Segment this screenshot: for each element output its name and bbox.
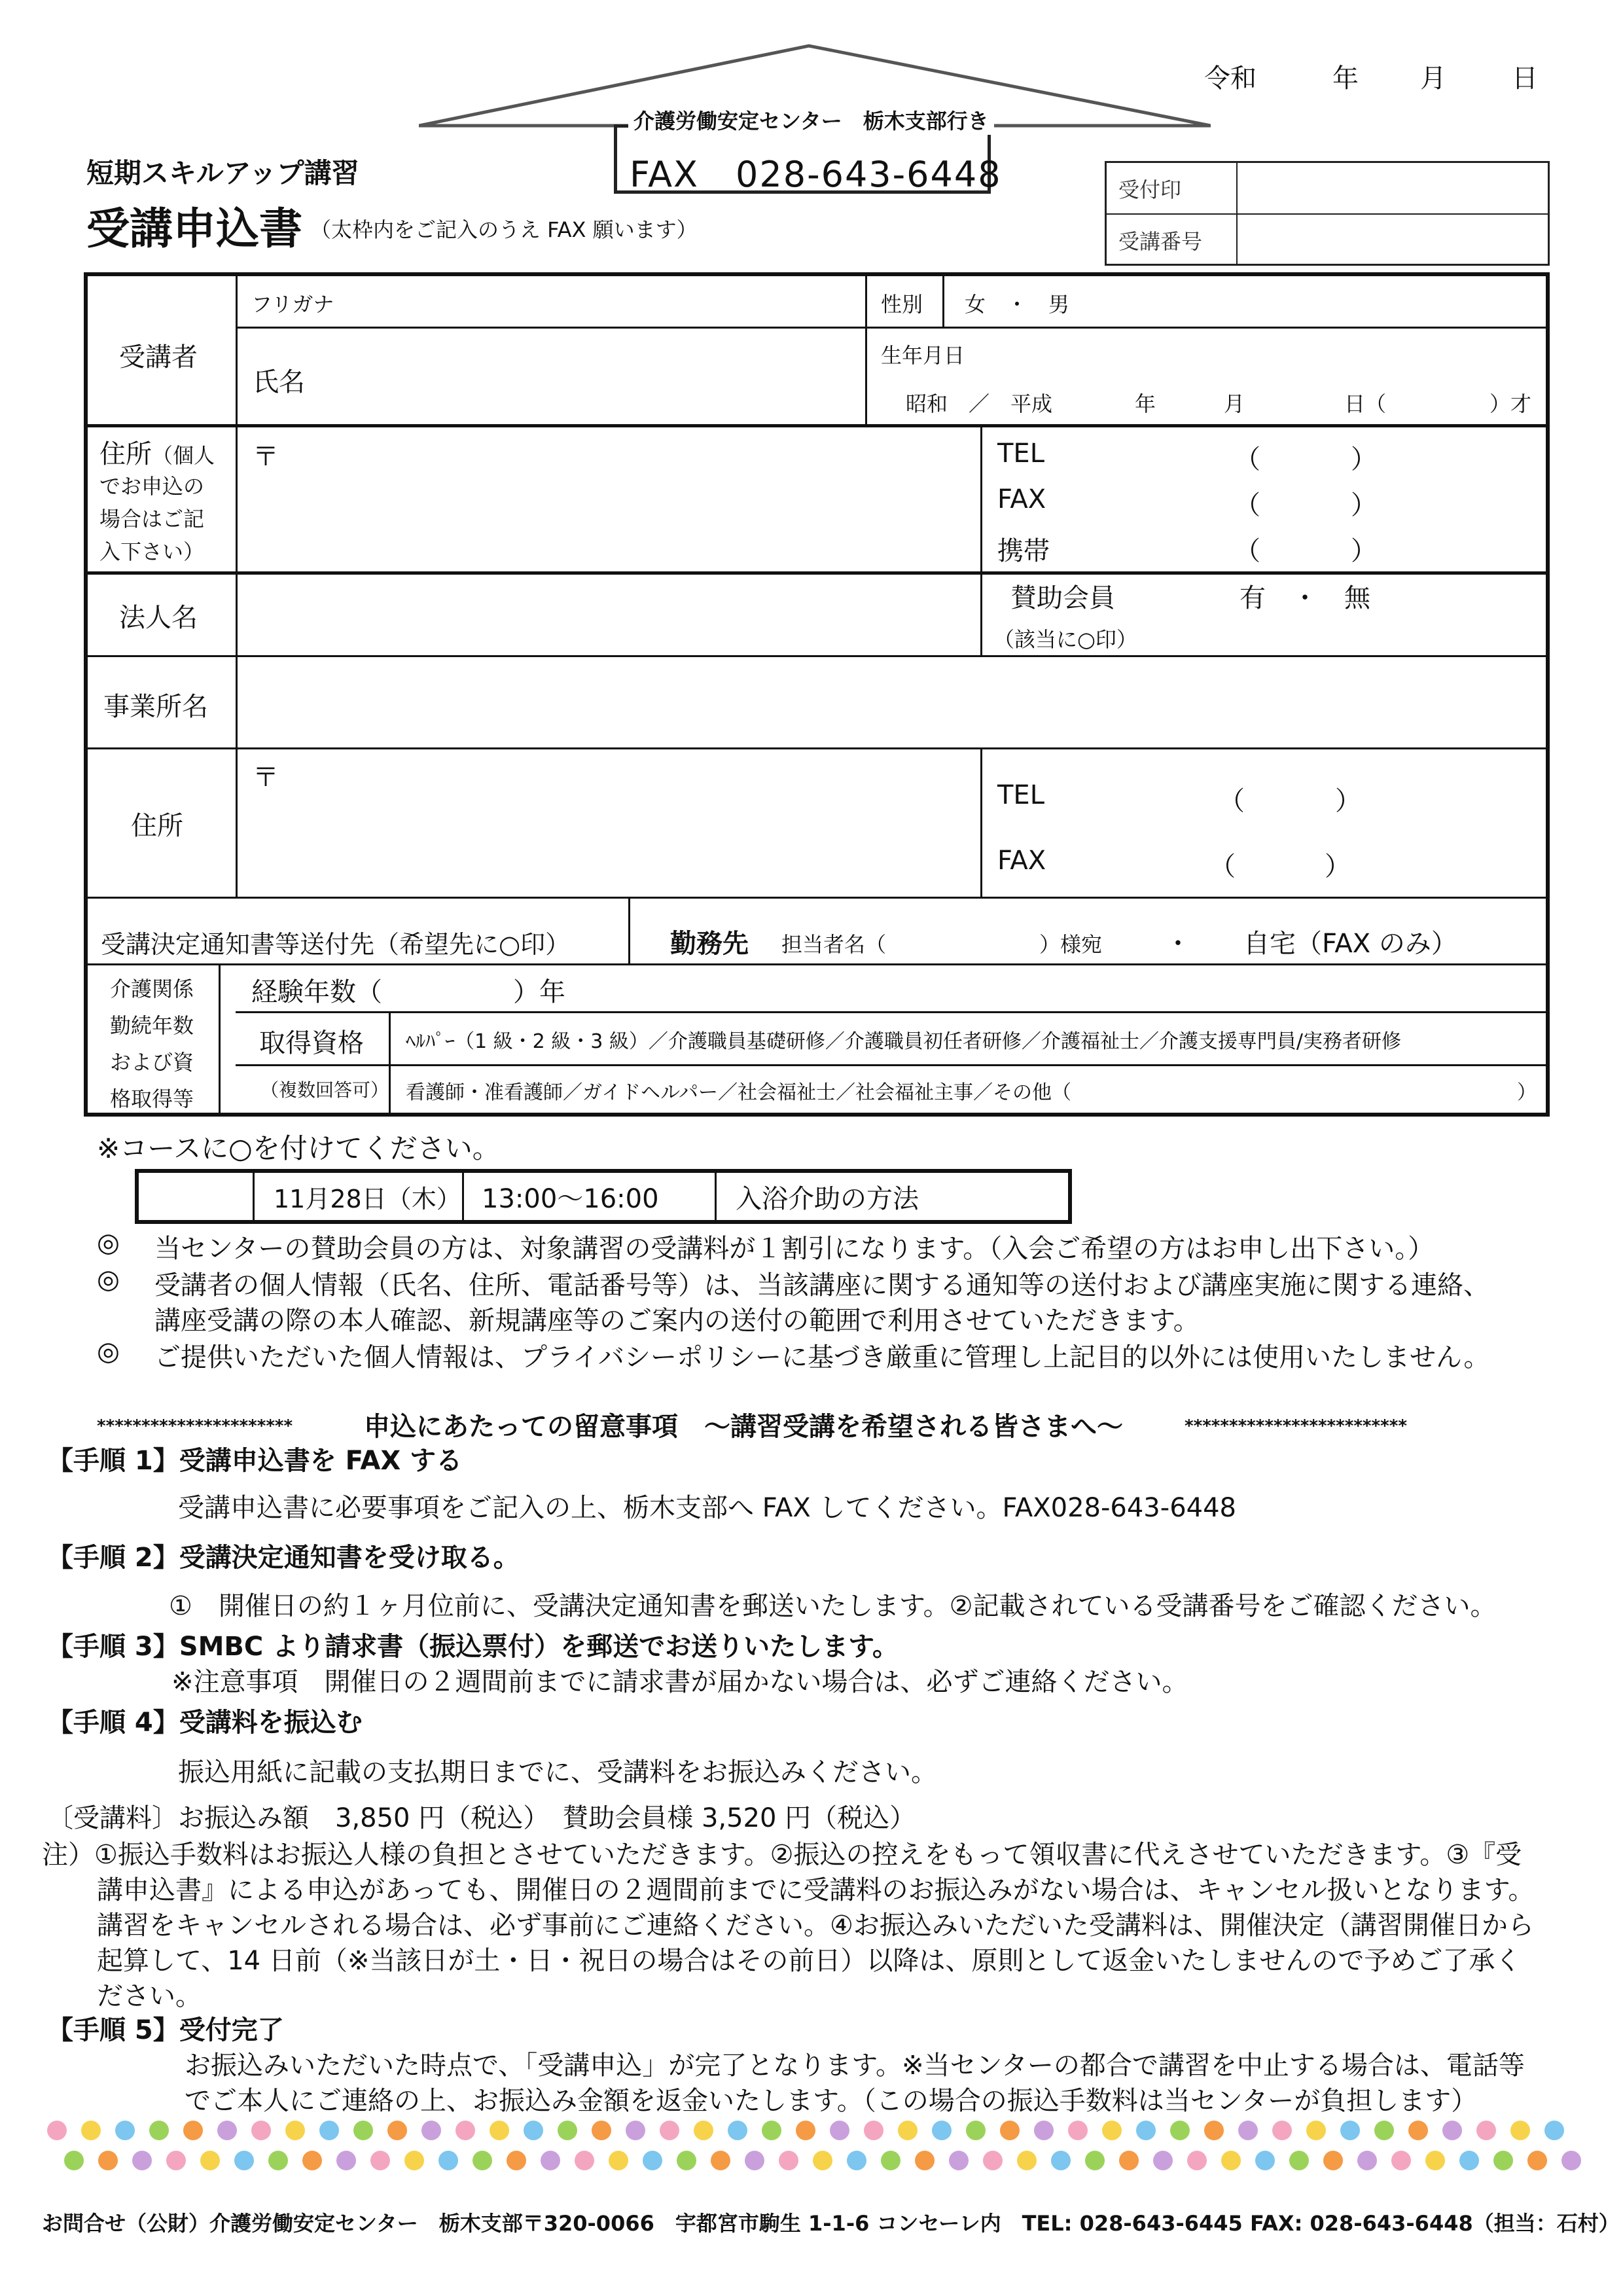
address-note-3: 場合はご記 bbox=[99, 507, 205, 531]
step-2-body: ① 開催日の約１ヶ月位前に、受講決定通知書を郵送いたします。②記載されている受講番号をご確認ください。 bbox=[169, 1591, 1497, 1621]
attendee-label: 受講者 bbox=[119, 342, 198, 372]
decor-dot bbox=[353, 2121, 373, 2140]
decor-dot bbox=[1391, 2151, 1411, 2170]
birthdate-label: 生年月日 bbox=[881, 343, 965, 368]
course-date: 11月28日（木） bbox=[274, 1184, 461, 1213]
decor-dot bbox=[609, 2151, 628, 2170]
fax-number: FAX 028-643-6448 bbox=[630, 154, 1002, 195]
decor-dot bbox=[1017, 2151, 1037, 2170]
decor-dot bbox=[1068, 2121, 1088, 2140]
section-title: 申込にあたっての留意事項 ～講習受講を希望される皆さまへ～ bbox=[364, 1412, 1123, 1442]
decor-dot bbox=[1306, 2121, 1326, 2140]
workplace-option[interactable]: 勤務先 bbox=[670, 929, 749, 959]
fee-note-3: 講習をキャンセルされる場合は、必ず事前にご連絡ください。④お振込みいただいた受講料は、開催決定（講習開催日から bbox=[97, 1910, 1534, 1941]
decor-dot bbox=[813, 2151, 832, 2170]
qualification-label: 取得資格 bbox=[259, 1028, 364, 1058]
office-fax-label: FAX bbox=[997, 846, 1046, 876]
gender-options[interactable]: 女 ・ 男 bbox=[965, 292, 1070, 317]
course-title: 入浴介助の方法 bbox=[736, 1183, 919, 1214]
decor-dot bbox=[490, 2121, 509, 2140]
care-label-1: 介護関係 bbox=[110, 977, 194, 1001]
decor-dot bbox=[149, 2121, 169, 2140]
fee-note-4: 起算して、14 日前（※当該日が土・日・祝日の場合はその前日）以降は、原則として返金いたしませんので予めご了承く bbox=[97, 1946, 1522, 1976]
decor-dot bbox=[1204, 2121, 1224, 2140]
step-2-title: 【手順 2】受講決定通知書を受け取る。 bbox=[47, 1543, 520, 1573]
contact-footer: お問合せ（公財）介護労働安定センター 栃木支部〒320-0066 宇都宮市駒生 1-1-6 コンセーレ内 TEL: 028-643-6445 FAX: 028-643-6448（担当：石村） bbox=[42, 2211, 1620, 2236]
decor-dot bbox=[319, 2121, 339, 2140]
office-address-label: 住所 bbox=[131, 811, 183, 841]
qualification-note: （複数回答可） bbox=[260, 1079, 389, 1101]
fee-line: 〔受講料〕お振込み額 3,850 円（税込） 賛助会員様 3,520 円（税込） bbox=[47, 1803, 916, 1833]
stars-left: ********************** bbox=[97, 1416, 293, 1436]
decor-dot bbox=[1136, 2121, 1156, 2140]
decor-dot bbox=[387, 2121, 407, 2140]
fax-destination: 介護労働安定センター 栃木支部行き bbox=[628, 105, 994, 135]
decor-dot bbox=[592, 2121, 611, 2140]
qualification-paren-close: ） bbox=[1517, 1081, 1537, 1104]
decor-dot bbox=[115, 2121, 135, 2140]
corp-name-label: 法人名 bbox=[119, 603, 198, 633]
qualification-options-1[interactable]: ﾍﾙﾊﾟｰ（1 級・2 級・3 級）／介護職員基礎研修／介護職員初任者研修／介護福祉士／介護支援専門員/実務者研修 bbox=[406, 1030, 1401, 1053]
decor-dot bbox=[915, 2151, 935, 2170]
decor-dot bbox=[251, 2121, 271, 2140]
personal-tel-label: TEL bbox=[997, 439, 1044, 469]
decor-dot bbox=[1408, 2121, 1428, 2140]
address-note-1: （個人 bbox=[152, 443, 215, 468]
decor-dot bbox=[1459, 2151, 1479, 2170]
decor-dot bbox=[1289, 2151, 1309, 2170]
paren-close: ） bbox=[1325, 852, 1351, 882]
decor-dot bbox=[268, 2151, 288, 2170]
decor-dot bbox=[983, 2151, 1003, 2170]
decor-dot bbox=[132, 2151, 152, 2170]
decor-dot bbox=[1085, 2151, 1105, 2170]
furigana-label: フリガナ bbox=[251, 292, 334, 317]
paren-open: （ bbox=[1234, 536, 1260, 566]
fee-note-5: ださい。 bbox=[97, 1981, 202, 2011]
decor-dot bbox=[98, 2151, 118, 2170]
decor-dot bbox=[643, 2151, 662, 2170]
step-5-body-2: でご本人にご連絡の上、お振込み金額を返金いたします。（この場合の振込手数料は当センターが負担します） bbox=[185, 2086, 1478, 2116]
course-select-cell[interactable] bbox=[139, 1173, 253, 1220]
birth-month: 月 bbox=[1224, 391, 1245, 416]
decor-dot bbox=[1323, 2151, 1343, 2170]
paren-close: ） bbox=[1351, 536, 1377, 566]
decor-dot bbox=[541, 2151, 560, 2170]
step-1-body: 受講申込書に必要事項をご記入の上、栃木支部へ FAX してください。FAX028-643-6448 bbox=[178, 1493, 1236, 1523]
home-option[interactable]: 自宅（FAX のみ） bbox=[1243, 929, 1457, 959]
personal-fax-label: FAX bbox=[997, 484, 1046, 514]
birth-year: 年 bbox=[1135, 391, 1156, 416]
birth-age: ）才 bbox=[1489, 391, 1532, 416]
decor-dot bbox=[660, 2121, 679, 2140]
decor-dot bbox=[694, 2121, 713, 2140]
qualification-options-2[interactable]: 看護師・准看護師／ガイドヘルパー／社会福祉士／社会福祉主事／その他（ bbox=[406, 1081, 1071, 1104]
course-instruction: ※コースに○を付けてください。 bbox=[97, 1132, 500, 1164]
support-member-note: （該当に○印） bbox=[993, 627, 1137, 652]
paren-open: （ bbox=[1219, 786, 1245, 816]
date-era: 令和 bbox=[1204, 63, 1257, 94]
decor-dot bbox=[1374, 2121, 1394, 2140]
name-label: 氏名 bbox=[253, 367, 305, 397]
decor-dot bbox=[728, 2121, 747, 2140]
step-3-title: 【手順 3】SMBC より請求書（振込票付）を郵送でお送りいたします。 bbox=[47, 1632, 899, 1662]
step-4-title: 【手順 4】受講料を振込む bbox=[47, 1708, 363, 1738]
care-label-4: 格取得等 bbox=[110, 1086, 194, 1111]
decor-dot bbox=[762, 2121, 781, 2140]
decor-dot bbox=[47, 2121, 67, 2140]
note-mark: ◎ bbox=[97, 1336, 120, 1367]
decor-dot bbox=[217, 2121, 237, 2140]
decor-dot bbox=[1561, 2151, 1581, 2170]
decor-dot bbox=[1102, 2121, 1122, 2140]
postal-mark: 〒 bbox=[253, 442, 279, 472]
course-table bbox=[135, 1169, 1072, 1224]
experience-years[interactable]: 経験年数（ ）年 bbox=[251, 977, 565, 1007]
decor-dot bbox=[779, 2151, 798, 2170]
paren-open: （ bbox=[1209, 852, 1236, 882]
decor-dot bbox=[507, 2151, 526, 2170]
fee-note-1: 注）①振込手数料はお振込人様の負担とさせていただきます。②振込の控えをもって領収書に代えさせていただきます。③『受 bbox=[42, 1840, 1522, 1870]
decor-dot bbox=[1357, 2151, 1377, 2170]
birth-day: 日（ bbox=[1344, 391, 1387, 416]
decor-dot bbox=[1510, 2121, 1530, 2140]
care-label-2: 勤続年数 bbox=[110, 1013, 194, 1038]
date-year: 年 bbox=[1332, 63, 1359, 94]
personal-address-label bbox=[99, 433, 215, 471]
decor-dot bbox=[1442, 2121, 1462, 2140]
decor-dot bbox=[864, 2121, 883, 2140]
decor-dot bbox=[575, 2151, 594, 2170]
care-label-3: および資 bbox=[110, 1050, 194, 1075]
decor-dot bbox=[1051, 2151, 1071, 2170]
decor-dot bbox=[166, 2151, 186, 2170]
course-type: 短期スキルアップ講習 bbox=[86, 157, 359, 189]
paren-close: ） bbox=[1351, 444, 1377, 475]
decor-dot bbox=[898, 2121, 918, 2140]
decor-dot bbox=[932, 2121, 952, 2140]
decor-dot bbox=[421, 2121, 441, 2140]
decor-dot bbox=[1527, 2151, 1547, 2170]
stamp-box bbox=[1105, 161, 1550, 266]
decor-dot bbox=[745, 2151, 764, 2170]
note-privacy-2: 講座受講の際の本人確認、新規講座等のご案内の送付の範囲で利用させていただきます。 bbox=[154, 1306, 1200, 1336]
decor-dot bbox=[966, 2121, 986, 2140]
decor-dot bbox=[626, 2121, 645, 2140]
decor-dot bbox=[1425, 2151, 1445, 2170]
form-note: （太枠内をご記入のうえ FAX 願います） bbox=[310, 217, 698, 242]
decorative-dots bbox=[47, 2115, 1578, 2187]
note-privacy-1: 受講者の個人情報（氏名、住所、電話番号等）は、当該講座に関する通知等の送付および講座実施に関する連絡、 bbox=[154, 1270, 1489, 1300]
decor-dot bbox=[949, 2151, 969, 2170]
postal-mark: 〒 bbox=[253, 762, 279, 793]
form-title: 受講申込書 bbox=[86, 204, 302, 254]
date-month: 月 bbox=[1420, 63, 1446, 94]
decor-dot bbox=[302, 2151, 322, 2170]
reception-number-label: 受講番号 bbox=[1107, 215, 1238, 265]
application-form bbox=[84, 272, 1550, 1117]
birthdate-era[interactable]: 昭和 ／ 平成 bbox=[906, 391, 1053, 416]
decor-dot bbox=[81, 2121, 101, 2140]
decor-dot bbox=[847, 2151, 866, 2170]
contact-person-label: 担当者名（ bbox=[781, 932, 887, 957]
decor-dot bbox=[1340, 2121, 1360, 2140]
decor-dot bbox=[183, 2121, 203, 2140]
decor-dot bbox=[370, 2151, 390, 2170]
decor-dot bbox=[711, 2151, 730, 2170]
decor-dot bbox=[524, 2121, 543, 2140]
support-member-options[interactable]: 有 ・ 無 bbox=[1240, 583, 1370, 613]
decor-dot bbox=[64, 2151, 84, 2170]
decor-dot bbox=[1153, 2151, 1173, 2170]
office-name-label: 事業所名 bbox=[103, 692, 208, 722]
address-note-2: でお申込の bbox=[99, 474, 205, 499]
decor-dot bbox=[1034, 2121, 1054, 2140]
note-privacy-3: ご提供いただいた個人情報は、プライバシーポリシーに基づき厳重に管理し上記目的以外には使用いたしません。 bbox=[154, 1342, 1490, 1372]
stars-right: ************************* bbox=[1185, 1416, 1407, 1436]
step-5-title: 【手順 5】受付完了 bbox=[47, 2015, 284, 2045]
paren-close: ） bbox=[1351, 490, 1377, 520]
support-member-label: 賛助会員 bbox=[1010, 583, 1115, 613]
decor-dot bbox=[1238, 2121, 1258, 2140]
course-time: 13:00〜16:00 bbox=[482, 1183, 659, 1214]
step-5-body-1: お振込みいただいた時点で、「受講申込」が完了となります。※当センターの都合で講習を中止する場合は、電話等 bbox=[185, 2051, 1525, 2081]
note-mark: ◎ bbox=[97, 1228, 120, 1258]
step-1-title: 【手順 1】受講申込書を FAX する bbox=[47, 1446, 463, 1476]
decor-dot bbox=[1544, 2121, 1564, 2140]
decor-dot bbox=[1272, 2121, 1292, 2140]
decor-dot bbox=[1255, 2151, 1275, 2170]
option-separator: ・ bbox=[1165, 929, 1191, 959]
decor-dot bbox=[200, 2151, 220, 2170]
note-mark: ◎ bbox=[97, 1265, 120, 1295]
gender-label: 性別 bbox=[881, 292, 923, 317]
fee-note-2: 講申込書』による申込があっても、開催日の２週間前までに受講料のお振込みがない場合は、キャンセル扱いとなります。 bbox=[97, 1875, 1535, 1905]
date-day: 日 bbox=[1512, 63, 1538, 94]
decor-dot bbox=[336, 2151, 356, 2170]
decor-dot bbox=[796, 2121, 815, 2140]
paren-open: （ bbox=[1234, 444, 1260, 475]
decor-dot bbox=[1170, 2121, 1190, 2140]
decor-dot bbox=[1493, 2151, 1513, 2170]
decor-dot bbox=[1000, 2121, 1020, 2140]
decor-dot bbox=[404, 2151, 424, 2170]
decor-dot bbox=[881, 2151, 901, 2170]
decor-dot bbox=[1119, 2151, 1139, 2170]
decor-dot bbox=[1476, 2121, 1496, 2140]
stamp-label: 受付印 bbox=[1107, 163, 1238, 213]
note-discount: 当センターの賛助会員の方は、対象講習の受講料が１割引になります。（入会ご希望の方はお申し出下さい。） bbox=[154, 1234, 1435, 1264]
decor-dot bbox=[234, 2151, 254, 2170]
decor-dot bbox=[455, 2121, 475, 2140]
decor-dot bbox=[558, 2121, 577, 2140]
paren-open: （ bbox=[1234, 490, 1260, 520]
decor-dot bbox=[830, 2121, 849, 2140]
decor-dot bbox=[473, 2151, 492, 2170]
office-tel-label: TEL bbox=[997, 780, 1044, 810]
notice-destination-label: 受講決定通知書等送付先（希望先に○印） bbox=[101, 930, 571, 959]
mobile-label: 携帯 bbox=[997, 536, 1050, 566]
decor-dot bbox=[677, 2151, 696, 2170]
decor-dot bbox=[1221, 2151, 1241, 2170]
step-3-body: ※注意事項 開催日の２週間前までに請求書が届かない場合は、必ずご連絡ください。 bbox=[171, 1667, 1188, 1697]
contact-person-suffix: ）様宛 bbox=[1039, 932, 1103, 957]
paren-close: ） bbox=[1335, 786, 1361, 816]
step-4-body: 振込用紙に記載の支払期日までに、受講料をお振込みください。 bbox=[178, 1757, 937, 1787]
decor-dot bbox=[1187, 2151, 1207, 2170]
address-note-4: 入下さい） bbox=[99, 539, 205, 564]
decor-dot bbox=[438, 2151, 458, 2170]
address-label: 住所 bbox=[99, 439, 152, 469]
decor-dot bbox=[285, 2121, 305, 2140]
